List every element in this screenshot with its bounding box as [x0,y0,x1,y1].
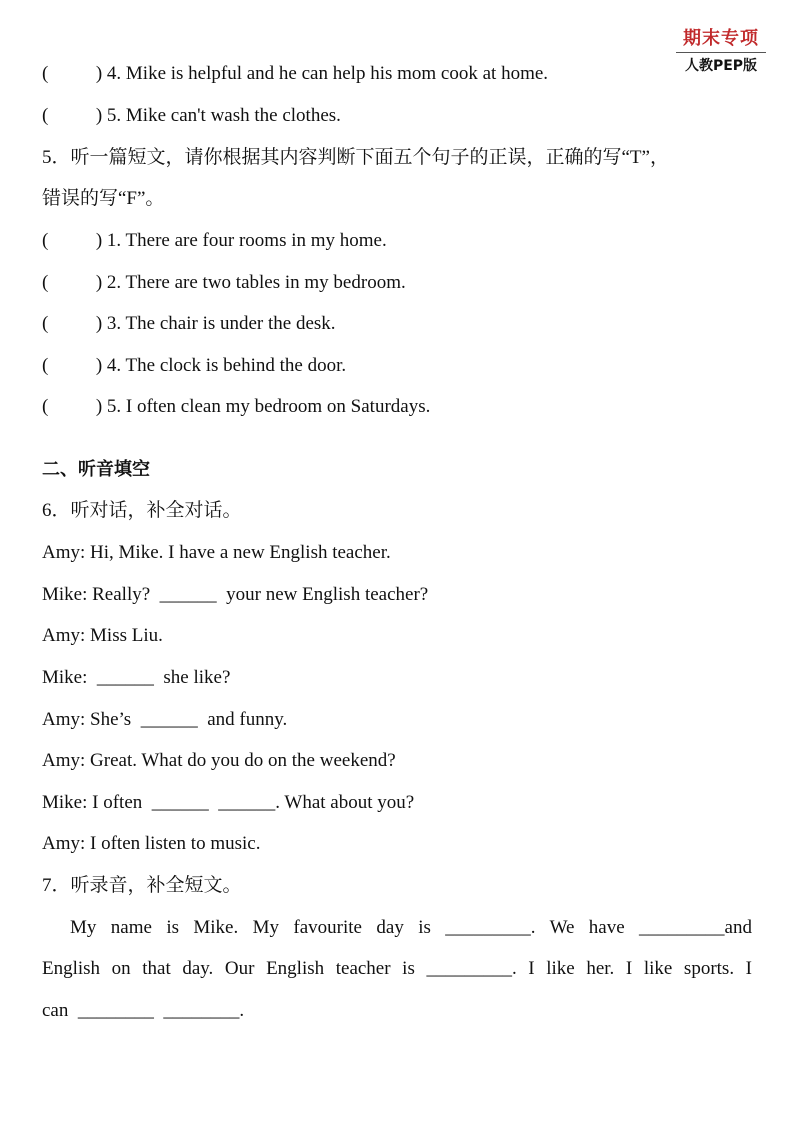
badge-title: 期末专项 [676,24,766,53]
dialogue-line: Mike: I often ______ ______. What about you? [42,792,415,813]
dialogue-line: Amy: She’s ______ and funny. [42,709,288,730]
question-item: ( ) 5. I often clean my bedroom on Saturdays. [42,396,431,417]
question-heading: 6．听对话，补全对话。 [42,500,242,521]
question-item: ( ) 4. The clock is behind the door. [42,355,347,376]
question-heading: 7．听录音，补全短文。 [42,875,242,896]
header-badge [676,24,766,75]
dialogue-line: Mike: ______ she like? [42,667,231,688]
question-item: ( ) 4. Mike is helpful and he can help his mom cook at home. [42,63,549,84]
section-heading: 二、听音填空 [42,459,150,480]
passage-line: My name is Mike. My favourite day is _________. We have _________and [70,917,752,938]
passage-line: can ________ ________. [42,1000,245,1021]
dialogue-line: Amy: Great. What do you do on the weekend? [42,750,396,771]
dialogue-line: Amy: I often listen to music. [42,833,261,854]
dialogue-line: Amy: Miss Liu. [42,625,163,646]
question-heading-cont: 错误的写“F”。 [42,188,165,209]
passage-line: English on that day. Our English teacher is _________. I like her. I like sports. I [42,958,752,979]
dialogue-line: Mike: Really? ______ your new English teacher? [42,584,429,605]
question-heading: 5．听一篇短文，请你根据其内容判断下面五个句子的正误，正确的写“T”， [42,147,669,168]
dialogue-line: Amy: Hi, Mike. I have a new English teacher. [42,542,391,563]
badge-subtitle: 人教PEP版 [684,58,758,74]
question-item: ( ) 2. There are two tables in my bedroom. [42,272,406,293]
question-item: ( ) 3. The chair is under the desk. [42,313,336,334]
question-item: ( ) 1. There are four rooms in my home. [42,230,387,251]
question-item: ( ) 5. Mike can't wash the clothes. [42,105,341,126]
